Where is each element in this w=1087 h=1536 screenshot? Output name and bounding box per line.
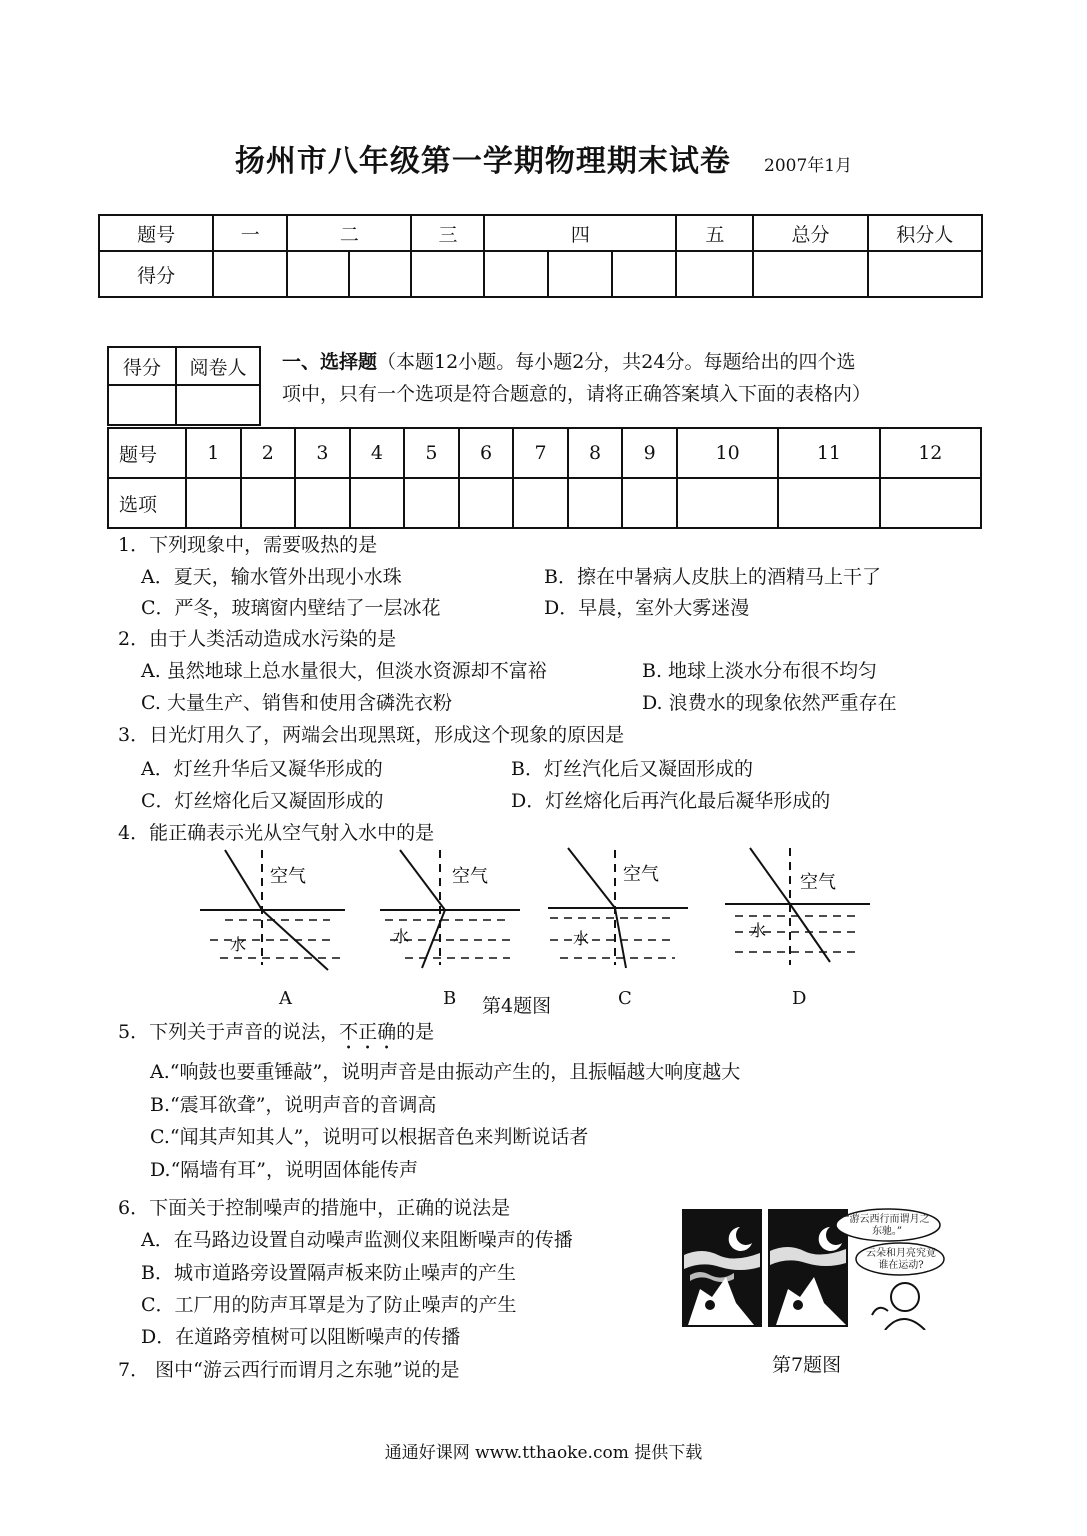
question-3-option-a: A．灯丝升华后又凝华形成的	[141, 758, 383, 780]
score-header-cell: 二	[287, 215, 411, 251]
answer-number: 11	[778, 428, 879, 478]
answer-number: 5	[404, 428, 459, 478]
question-2-option-c: C. 大量生产、销售和使用含磷洗衣粉	[141, 692, 452, 714]
thinking-person	[872, 1283, 925, 1330]
question-5-option-a: A.“响鼓也要重锤敲”，说明声音是由振动产生的，且振幅越大响度越大	[150, 1061, 741, 1083]
answer-number: 9	[622, 428, 677, 478]
score-header-cell: 题号	[99, 215, 213, 251]
diagram-b	[380, 850, 520, 968]
question-2-option-b: B. 地球上淡水分布很不均匀	[642, 660, 878, 682]
page-title: 扬州市八年级第一学期物理期末试卷	[234, 144, 731, 179]
comic-bubble-1: “游云西行而谓月之东驰。”	[844, 1214, 930, 1237]
water-label: 水	[573, 929, 590, 948]
score-cell	[548, 251, 612, 297]
question-6-option-a: A．在马路边设置自动噪声监测仪来阻断噪声的传播	[141, 1229, 573, 1251]
answer-cell[interactable]	[622, 478, 677, 528]
comic-bubble-2: 云朵和月亮究竟谁在运动?	[866, 1248, 936, 1271]
answer-number: 1	[186, 428, 241, 478]
section-1-desc-2: 项中，只有一个选项是符合题意的，请将正确答案填入下面的表格内）	[282, 383, 872, 405]
question-5-stem-post: 的是	[396, 1021, 435, 1043]
water-label: 水	[393, 927, 410, 946]
answer-cell[interactable]	[677, 478, 778, 528]
answer-cell[interactable]	[568, 478, 623, 528]
question-1-option-b: B．擦在中暑病人皮肤上的酒精马上干了	[544, 566, 881, 588]
question-5-stem-emphasis: 不正确	[339, 1021, 397, 1043]
diagram-label-b: B	[443, 988, 457, 1009]
figure-4-caption: 第4题图	[482, 995, 552, 1017]
section-1-heading	[282, 346, 982, 410]
water-label: 水	[230, 935, 247, 954]
answer-number: 12	[880, 428, 981, 478]
question-2-stem: 2．由于人类活动造成水污染的是	[118, 628, 397, 650]
footer-credit: 通通好课网 www.tthaoke.com 提供下载	[384, 1443, 703, 1463]
answer-cell[interactable]	[513, 478, 568, 528]
question-5-stem	[118, 1017, 434, 1054]
question-1-option-a: A．夏天，输水管外出现小水珠	[141, 566, 402, 588]
question-2-option-a: A. 虽然地球上总水量很大，但淡水资源却不富裕	[141, 660, 547, 682]
question-3-stem: 3．日光灯用久了，两端会出现黑斑，形成这个现象的原因是	[118, 724, 625, 746]
air-label: 空气	[800, 872, 836, 893]
question-5-stem-pre: 5．下列关于声音的说法，	[118, 1021, 340, 1043]
answer-number-label: 题号	[108, 428, 186, 478]
score-header-cell: 积分人	[868, 215, 982, 251]
answer-cell[interactable]	[778, 478, 879, 528]
answer-cell[interactable]	[880, 478, 981, 528]
question-6-option-d: D．在道路旁植树可以阻断噪声的传播	[141, 1326, 461, 1348]
score-header-cell: 三	[411, 215, 484, 251]
question-3-option-d: D．灯丝熔化后再汽化最后凝华形成的	[511, 790, 831, 812]
diagram-label-c: C	[618, 988, 632, 1009]
comic-panel-1	[682, 1209, 762, 1327]
score-header-cell: 四	[484, 215, 676, 251]
question-4-stem: 4．能正确表示光从空气射入水中的是	[118, 822, 435, 844]
score-table	[98, 214, 983, 298]
answer-cell[interactable]	[186, 478, 241, 528]
grader-name-cell	[176, 385, 260, 425]
answer-number: 2	[241, 428, 296, 478]
diagram-label-a: A	[279, 988, 292, 1009]
air-label: 空气	[452, 866, 488, 887]
grader-score-label: 得分	[108, 347, 176, 385]
grader-name-label: 阅卷人	[176, 347, 260, 385]
section-1-title: 一、选择题	[282, 351, 378, 373]
question-6-option-b: B．城市道路旁设置隔声板来防止噪声的产生	[141, 1262, 516, 1284]
page-title-line	[0, 136, 1087, 180]
refraction-diagrams	[190, 840, 890, 975]
score-cell	[612, 251, 676, 297]
answer-number: 4	[350, 428, 405, 478]
question-1-stem: 1．下列现象中，需要吸热的是	[118, 534, 378, 556]
question-7-stem: 7． 图中“游云西行而谓月之东驰”说的是	[118, 1359, 460, 1381]
answer-option-label: 选项	[108, 478, 186, 528]
score-cell	[753, 251, 867, 297]
diagram-label-d: D	[792, 988, 807, 1009]
question-3-option-c: C．灯丝熔化后又凝固形成的	[141, 790, 384, 812]
score-cell	[411, 251, 484, 297]
answer-number: 10	[677, 428, 778, 478]
answer-cell[interactable]	[350, 478, 405, 528]
figure-7-caption: 第7题图	[772, 1354, 842, 1376]
question-1-option-d: D．早晨，室外大雾迷漫	[544, 597, 750, 619]
score-header-cell: 五	[676, 215, 753, 251]
answer-cell[interactable]	[404, 478, 459, 528]
question-1-option-c: C．严冬，玻璃窗内壁结了一层冰花	[141, 597, 441, 619]
question-6-option-c: C．工厂用的防声耳罩是为了防止噪声的产生	[141, 1294, 517, 1316]
answer-cell[interactable]	[295, 478, 350, 528]
answer-number: 6	[459, 428, 514, 478]
answer-cell[interactable]	[241, 478, 296, 528]
diagram-c	[548, 848, 688, 968]
question-2-option-d: D. 浪费水的现象依然严重存在	[642, 692, 897, 714]
answer-table	[107, 427, 982, 529]
air-label: 空气	[270, 866, 306, 887]
score-cell	[868, 251, 982, 297]
score-cell	[349, 251, 411, 297]
score-cell	[287, 251, 349, 297]
answer-number: 8	[568, 428, 623, 478]
question-6-stem: 6．下面关于控制噪声的措施中，正确的说法是	[118, 1197, 511, 1219]
section-1-desc-1: （本题12小题。每小题2分，共24分。每题给出的四个选	[377, 351, 856, 373]
score-cell	[213, 251, 287, 297]
score-header-cell: 一	[213, 215, 287, 251]
score-cell	[676, 251, 753, 297]
diagram-d	[725, 848, 870, 965]
air-label: 空气	[623, 864, 659, 885]
exam-date: 2007年1月	[764, 156, 853, 176]
answer-number: 3	[295, 428, 350, 478]
question-5-option-d: D.“隔墙有耳”，说明固体能传声	[150, 1159, 419, 1181]
grader-score-cell	[108, 385, 176, 425]
answer-cell[interactable]	[459, 478, 514, 528]
water-label: 水	[750, 921, 767, 940]
grader-box	[107, 346, 261, 426]
question-5-option-b: B.“震耳欲聋”，说明声音的音调高	[150, 1094, 437, 1116]
score-header-cell: 总分	[753, 215, 867, 251]
answer-number: 7	[513, 428, 568, 478]
score-row-label: 得分	[99, 251, 213, 297]
question-3-option-b: B．灯丝汽化后又凝固形成的	[511, 758, 753, 780]
question-5-option-c: C.“闻其声知其人”，说明可以根据音色来判断说话者	[150, 1126, 589, 1148]
score-cell	[484, 251, 548, 297]
